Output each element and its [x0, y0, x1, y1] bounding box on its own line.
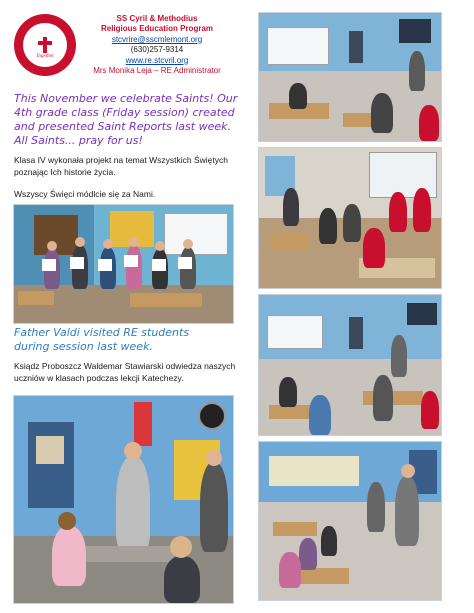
email-link[interactable]: stcvrire@sscmlemont.org [111, 34, 203, 44]
saints-announcement: This November we celebrate Saints! Our 4th grade class (Friday session) created and presented Saint Reports last week. All Saints... pray for us! [14, 92, 238, 147]
classroom-photo-1 [258, 12, 442, 142]
cross-icon [43, 37, 47, 53]
father-visit-announcement: Father Valdi visited RE students during session last week. [14, 326, 190, 353]
cross-icon-bar [38, 41, 52, 45]
program-header [82, 14, 232, 76]
logo-inner-circle [23, 23, 67, 67]
classroom-photo-3 [258, 294, 442, 436]
saints-polish-text: Klasa IV wykonała projekt na temat Wszystkich Świętych poznając Ich historie życia. [14, 155, 228, 177]
administrator-name: Mrs Monika Leja – RE Administrator [93, 66, 221, 76]
classroom-photo-2 [258, 147, 442, 289]
parish-name: SS Cyril & Methodius [116, 14, 198, 23]
program-name: Religious Education Program [100, 24, 213, 34]
saints-polish-prayer: Wszyscy Święci módlcie się za Nami. [14, 189, 156, 199]
saint-reports-photo [13, 204, 234, 324]
phone-number: (630)257-9314 [130, 45, 184, 55]
father-visit-photo [13, 395, 234, 604]
website-link[interactable]: www.re.stcvril.org [125, 55, 189, 65]
parish-logo [14, 14, 76, 76]
classroom-photo-4 [258, 441, 442, 601]
father-visit-polish-text: Ksiądz Proboszcz Waldemar Stawiarski odwiedza naszych uczniów w klasach podczas lekcji Katechezy. [14, 361, 236, 383]
logo-wordmark: Together [36, 54, 54, 59]
